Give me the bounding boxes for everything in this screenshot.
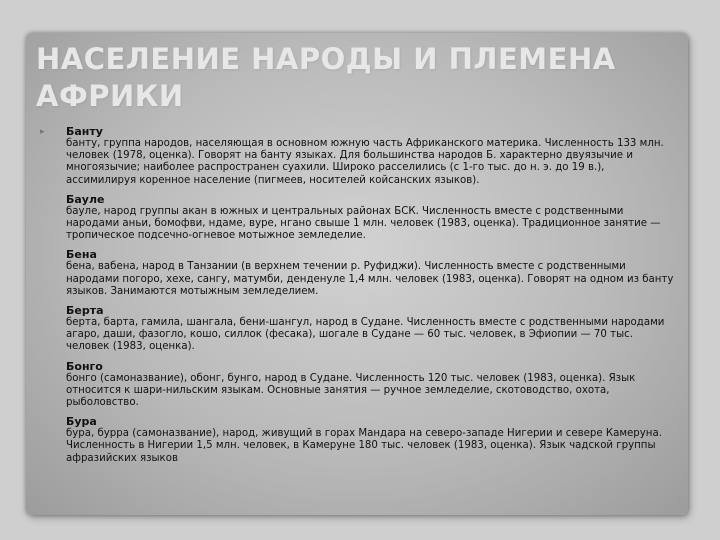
- entry-baule: [66, 193, 676, 243]
- entry-title: Бена: [66, 248, 97, 262]
- entry-title: Бонго: [66, 359, 103, 373]
- entry-text: бонго (самоназвание), обонг, бунго, народ в Судане. Численность 120 тыс. человек (1983, оценка). Язык относится к шари-нильским языкам. Основные занятия — ручное земледелие, скотоводство, охота, рыболовство.: [66, 372, 636, 409]
- entry-title: Берта: [66, 304, 104, 318]
- slide: [26, 33, 688, 515]
- entry-bongo: [66, 360, 676, 410]
- entry-text: берта, барта, гамила, шангала, бени-шангул, народ в Судане. Численность вместе с родственными народами агаро, даши, фазогло, кошо, силлок (фесака), шогале в Судане — 60 тыс. человек, в Эфиопии — 70 тыс. человек (1983, оценка).: [66, 317, 665, 353]
- slide-title: НАСЕЛЕНИЕ НАРОДЫ И ПЛЕМЕНА АФРИКИ: [36, 42, 616, 113]
- bullet-arrow-icon: ▸: [40, 127, 45, 137]
- entry-text: бена, вабена, народ в Танзании (в верхнем течении р. Руфиджи). Численность вместе с родственными народами погоро, хехе, сангу, матумби, денденуле 1,4 млн. человек (1983, оценка). Говорят на одном из банту языков. Занимаются мотыжным земледелием.: [66, 261, 674, 297]
- entry-text: бура, бурра (самоназвание), народ, живущий в горах Мандара на северо-западе Нигерии и севере Камеруна. Численность в Нигерии 1,5 млн. человек, в Камеруне 180 тыс. человек (1983, оценка). Язык чадской группы афразийских языков: [66, 428, 662, 464]
- entry-title: Банту: [66, 125, 103, 138]
- entry-text: бауле, народ группы акан в южных и центральных районах БСК. Численность вместе с родственными народами аньи, бомофви, ндаме, вуре, нгано свыше 1 млн. человек (1983, оценка). Традиционное занятие — тропическое подсечно-огневое мотыжное земледелие.: [66, 205, 661, 242]
- entry-text: банту, группа народов, населяющая в основном южную часть Африканского материка. Численность 133 млн. человек (1978, оценка). Говорят на банту языках. Для большинства народов Б. характерно двуязычие и многоязычие; наиболее распространен суахили. Широко расселились (с 1-го тыс. до н. э. до 19 в.), ассимилируя коренное население (пигмеев, носителей койсанских языков).: [66, 138, 664, 186]
- entry-berta: [66, 304, 676, 354]
- entry-bena: [66, 248, 676, 298]
- entry-bantu: [66, 125, 676, 187]
- entries-list: [66, 125, 676, 471]
- entry-bura: [66, 415, 676, 465]
- entry-title: Бауле: [66, 192, 105, 206]
- entry-title: Бура: [66, 415, 97, 429]
